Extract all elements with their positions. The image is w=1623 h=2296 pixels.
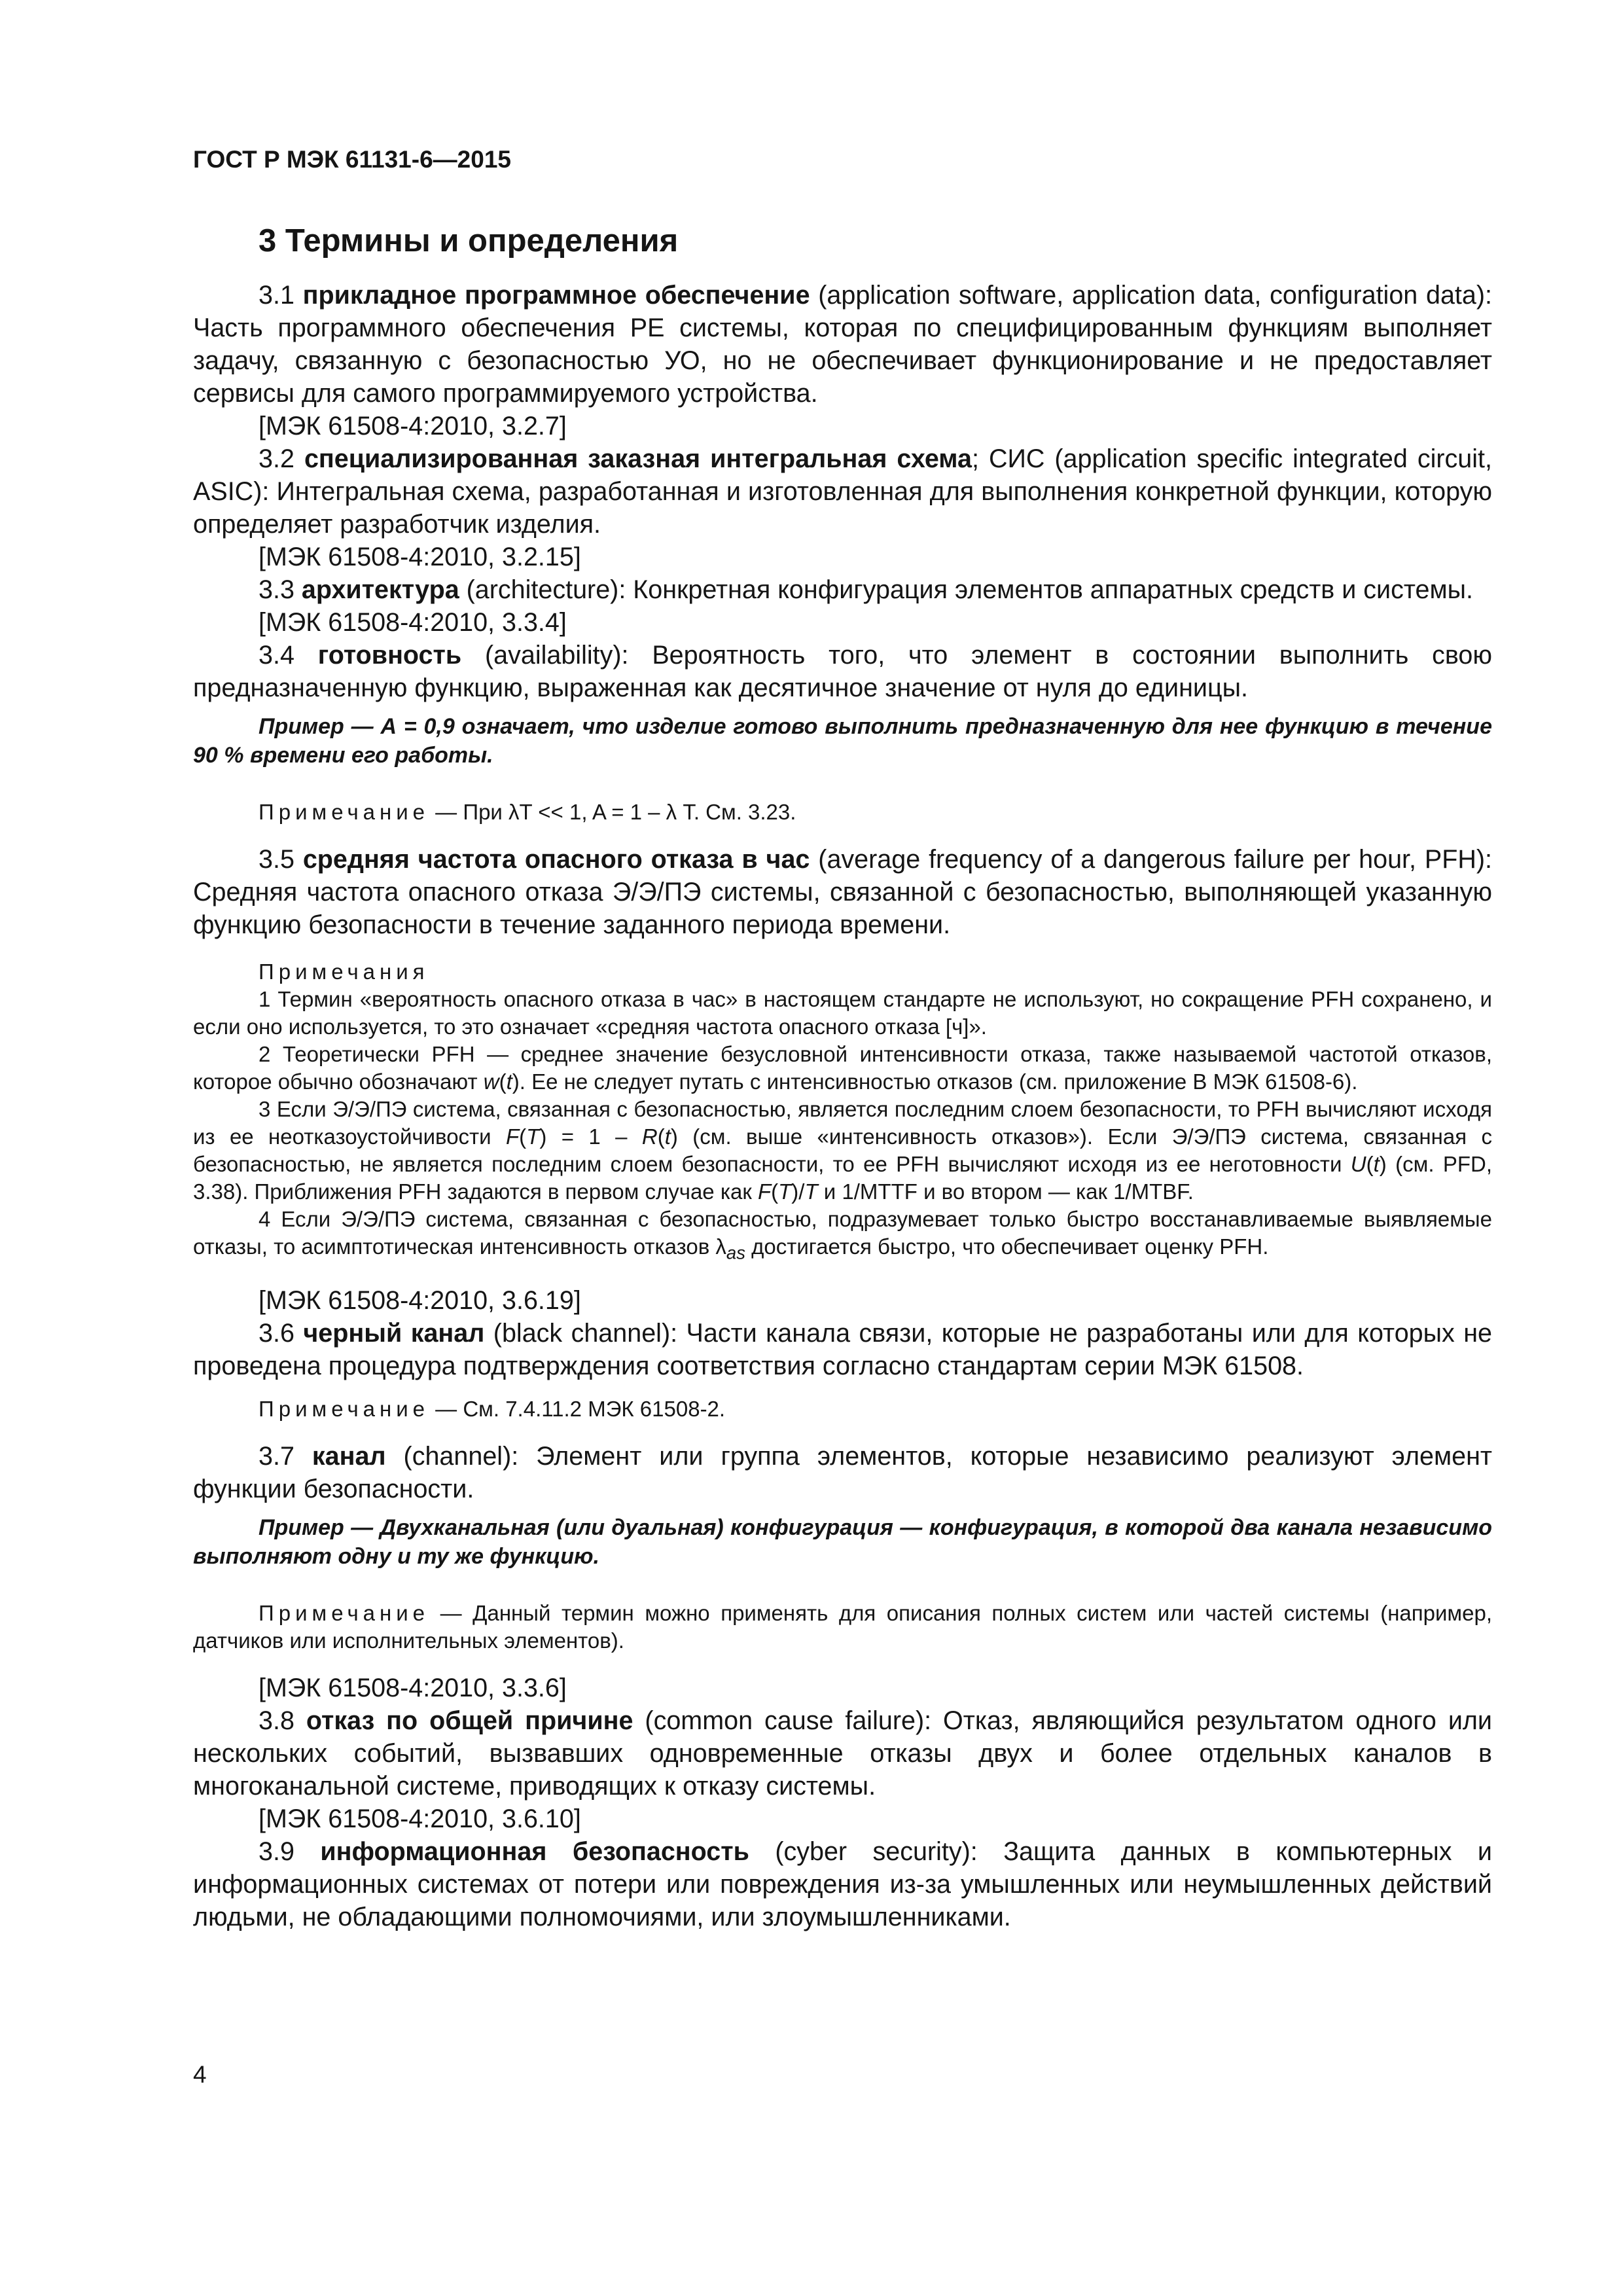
note-text: 2 Теоретически PFH — среднее значение безусловной интенсивности отказа, также называемой частотой отказов, которое обычно обозначают — [193, 1042, 1492, 1094]
note-text: и 1/MTTF и во втором — как 1/MTBF. — [817, 1179, 1194, 1204]
term-number: 3.2 — [259, 444, 304, 473]
note-text: — См. 7.4.11.2 МЭК 61508-2. — [429, 1396, 726, 1421]
note-text: ( — [771, 1179, 779, 1204]
note-text: 4 Если Э/Э/ПЭ система, связанная с безопасностью, подразумевает только быстро восстанавливаемые выявляемые отказы, то асимптотическая интенсивность отказов λ — [193, 1207, 1492, 1259]
term-3-4 — [193, 639, 1492, 704]
note-symbol: U — [1350, 1152, 1366, 1176]
note-label: Примечание — [259, 1396, 430, 1421]
term-name: архитектура — [301, 575, 459, 604]
note-subscript: as — [726, 1242, 745, 1263]
section-title: 3 Термины и определения — [259, 223, 679, 259]
term-name: готовность — [317, 641, 462, 670]
note — [193, 798, 1492, 826]
term-reference: [МЭК 61508-4:2010, 3.3.4] — [259, 608, 567, 637]
page-number: 4 — [193, 2061, 207, 2088]
note-text: достигается быстро, что обеспечивает оценку PFH. — [745, 1234, 1269, 1259]
term-number: 3.1 — [259, 281, 303, 310]
term-3-2 — [193, 442, 1492, 541]
note-symbol: t — [506, 1069, 512, 1094]
term-definition: (common cause failure): Отказ, являющийся результатом одного или нескольких событий, вызвавших одновременные отказы двух и более отдельных каналов в многоканальной системе, приводящих к отказу системы. — [193, 1706, 1492, 1801]
term-3-8 — [193, 1704, 1492, 1803]
note-text: — При λT << 1, A = 1 – λ T. См. 3.23. — [429, 800, 796, 824]
note-symbol: F — [757, 1179, 772, 1204]
term-reference: [МЭК 61508-4:2010, 3.6.19] — [259, 1285, 581, 1315]
term-number: 3.7 — [259, 1441, 312, 1471]
note-text: )/ — [791, 1179, 805, 1204]
note — [193, 1600, 1492, 1655]
note-symbol: R — [641, 1124, 658, 1149]
example-text: Пример — А = 0,9 означает, что изделие готово выполнить предназначенную для нее функцию в течение 90 % времени его работы. — [193, 714, 1492, 768]
note-text: 3 Если Э/Э/ПЭ система, связанная с безопасностью, является последним слоем безопасности, то PFH вычисляют исходя из ее неотказоустойчивости — [193, 1097, 1492, 1149]
note-label: Примечание — [259, 1600, 430, 1625]
note-text: — Данный термин можно применять для описания полных систем или частей системы (например, датчиков или исполнительных элементов). — [193, 1600, 1492, 1653]
term-name: отказ по общей причине — [306, 1706, 633, 1735]
note-symbol: T — [778, 1179, 792, 1204]
note-text: ). Ее не следует путать с интенсивностью отказов (см. приложение В МЭК 61508-6). — [512, 1069, 1358, 1094]
note-4 — [193, 1206, 1492, 1267]
note-symbol: t — [664, 1124, 671, 1149]
term-3-3 — [193, 573, 1492, 606]
note — [193, 1395, 1492, 1423]
notes-heading: Примечания — [259, 960, 429, 984]
note-text: ) (см. PFD, 3.38). Приближения PFH задаются в первом случае как — [193, 1152, 1493, 1204]
term-name: информационная безопасность — [320, 1837, 749, 1866]
term-number: 3.4 — [259, 641, 318, 670]
note-text: ) = 1 – — [539, 1124, 642, 1149]
note-text: ) (см. выше «интенсивность отказов»). Если Э/Э/ПЭ система, связанная с безопасностью, не является последним слоем безопасности, то ее PFH вычисляют исходя из ее неготовности — [193, 1124, 1492, 1176]
term-name: канал — [312, 1441, 386, 1471]
term-number: 3.9 — [259, 1837, 321, 1866]
document-header: ГОСТ Р МЭК 61131-6—2015 — [193, 146, 511, 173]
term-3-5 — [193, 843, 1492, 941]
term-reference: [МЭК 61508-4:2010, 3.2.15] — [259, 543, 581, 571]
note-label: Примечание — [259, 800, 430, 824]
term-3-9 — [193, 1835, 1492, 1933]
example-text: Пример — Двухканальная (или дуальная) конфигурация — конфигурация, в которой два канала независимо выполняют одну и ту же функцию. — [193, 1515, 1492, 1569]
term-number: 3.5 — [259, 845, 303, 874]
note-symbol: t — [1373, 1152, 1380, 1176]
term-definition: (average frequency of a dangerous failure per hour, PFH): Средняя частота опасного отказа Э/Э/ПЭ системы, связанной с безопасностью, выполняющей указанную функцию безопасности в течение заданного периода времени. — [193, 845, 1492, 939]
term-number: 3.8 — [259, 1706, 306, 1735]
note-symbol: T — [804, 1179, 818, 1204]
note-symbol: F — [506, 1124, 520, 1149]
note-symbol: w — [483, 1069, 499, 1094]
term-reference: [МЭК 61508-4:2010, 3.2.7] — [259, 412, 567, 440]
note-3 — [193, 1096, 1492, 1206]
term-number: 3.3 — [259, 575, 302, 604]
term-definition: (availability): Вероятность того, что элемент в состоянии выполнить свою предназначенную функцию, выраженная как десятичное значение от нуля до единицы. — [193, 641, 1492, 702]
term-number: 3.6 — [259, 1318, 304, 1348]
term-3-7 — [193, 1440, 1492, 1505]
note-text: ( — [519, 1124, 527, 1149]
term-definition: (black channel): Части канала связи, которые не разработаны или для которых не проведена процедура подтверждения соответствия согласно стандартам серии МЭК 61508. — [193, 1318, 1492, 1380]
note-text: ( — [1366, 1152, 1374, 1176]
term-3-1 — [193, 279, 1492, 410]
term-definition: (application software, application data, configuration data): Часть программного обеспечения PE системы, которая по специфицированным функциям выполняет задачу, связанную с безопасностью УО, но не обеспечивает функционирование и не предоставляет сервисы для самого программируемого устройства. — [193, 281, 1492, 408]
term-name: средняя частота опасного отказа в час — [302, 845, 810, 874]
note-text: ( — [657, 1124, 665, 1149]
term-definition: (cyber security): Защита данных в компьютерных и информационных системах от потери или повреждения из-за умышленных или неумышленных действий людьми, не обладающими полномочиями, или злоумышленниками. — [193, 1837, 1492, 1931]
note-1: 1 Термин «вероятность опасного отказа в час» в настоящем стандарте не используют, но сокращение PFH сохранено, и если оно используется, то это означает «средняя частота опасного отказа [ч]». — [193, 987, 1492, 1039]
term-reference: [МЭК 61508-4:2010, 3.3.6] — [259, 1673, 567, 1702]
note-symbol: T — [526, 1124, 540, 1149]
note-2 — [193, 1041, 1492, 1096]
term-definition: ; СИС (application specific integrated circuit, ASIC): Интегральная схема, разработанная и изготовленная для выполнения конкретной функции, которую определяет разработчик изделия. — [193, 444, 1492, 539]
term-definition: (architecture): Конкретная конфигурация элементов аппаратных средств и системы. — [459, 575, 1474, 604]
term-name: прикладное программное обеспечение — [302, 281, 810, 310]
term-definition: (channel): Элемент или группа элементов, которые независимо реализуют элемент функции безопасности. — [193, 1441, 1492, 1503]
term-reference: [МЭК 61508-4:2010, 3.6.10] — [259, 1804, 581, 1833]
term-name: специализированная заказная интегральная схема — [304, 444, 972, 473]
note-text: ( — [499, 1069, 507, 1094]
term-name: черный канал — [303, 1318, 485, 1348]
term-3-6 — [193, 1317, 1492, 1382]
